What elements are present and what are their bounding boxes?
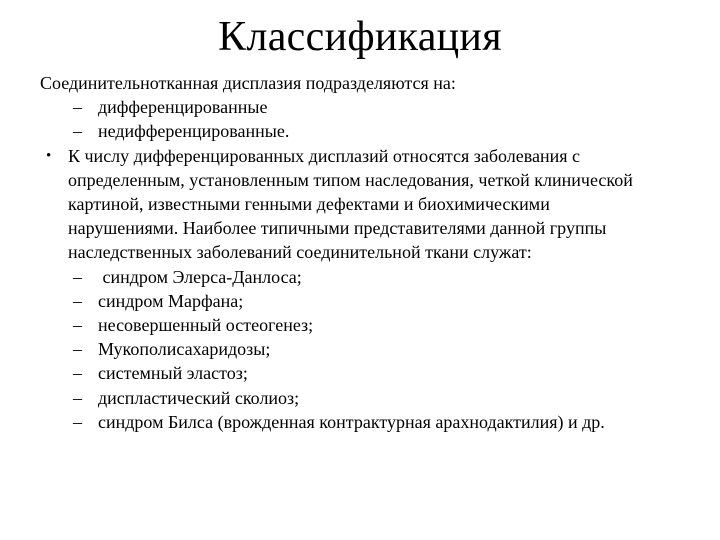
disease-item (40, 265, 710, 289)
dash-marker: – (73, 290, 82, 311)
type-item (40, 119, 710, 143)
dash-marker: – (73, 315, 82, 336)
paragraph-line: наследственных заболеваний соединительной ткани служат: (68, 242, 532, 263)
disease-item-text: синдром Билса (врожденная контрактурная арахнодактилия) и др. (98, 411, 605, 432)
type-item-text: недифференцированные. (98, 121, 290, 142)
disease-item (40, 337, 710, 361)
bullet-paragraph (40, 144, 710, 265)
type-item-text: дифференцированные (98, 97, 268, 118)
paragraph-line: нарушениями. Наиболее типичными представителями данной группы (68, 218, 607, 239)
disease-item-text: несовершенный остеогенез; (98, 315, 314, 336)
disease-item-text: системный эластоз; (98, 363, 248, 384)
paragraph-line: определенным, установленным типом наследования, четкой клинической (68, 169, 633, 190)
intro-text: Соединительнотканная дисплазия подразделяются на: (40, 73, 456, 93)
dash-marker: – (73, 363, 82, 384)
disease-item-text: синдром Элерса-Данлоса; (98, 266, 302, 287)
disease-item (40, 410, 710, 434)
slide-body (40, 71, 710, 434)
disease-item (40, 361, 710, 385)
disease-item-text: синдром Марфана; (98, 290, 244, 311)
disease-item (40, 289, 710, 313)
bullet-marker: • (46, 147, 52, 164)
paragraph-line: К числу дифференцированных дисплазий относятся заболевания с (68, 145, 581, 166)
slide-title: Классификация (218, 14, 502, 60)
disease-list (40, 265, 710, 434)
dash-marker: – (73, 97, 82, 118)
dash-marker: – (73, 121, 82, 142)
dash-marker: – (73, 387, 82, 408)
dash-marker: – (73, 339, 82, 360)
dash-marker: – (73, 411, 82, 432)
type-item (40, 95, 710, 119)
disease-item (40, 386, 710, 410)
disease-item (40, 313, 710, 337)
disease-item-text: диспластический сколиоз; (98, 387, 300, 408)
paragraph-line: картиной, известными генными дефектами и биохимическими (68, 194, 550, 215)
disease-item-text: Мукополисахаридозы; (98, 339, 271, 360)
dash-marker: – (73, 266, 82, 287)
